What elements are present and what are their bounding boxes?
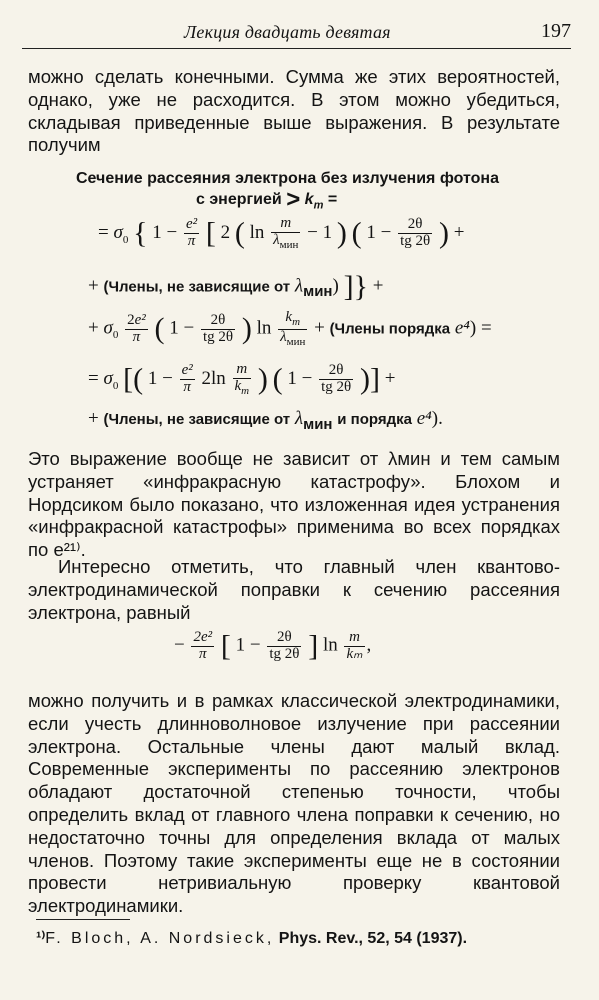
footnote-rule xyxy=(36,919,130,920)
formula-line4: = $\sigma_0$ [( 1 − $\frac{\text{e²}}{\pi}$ 2ln $\frac{m}{k_m}$ ) ( 1 − $\frac{2\theta}{tg 2\theta}$ )] + xyxy=(88,361,396,397)
running-header xyxy=(22,20,571,46)
formula-line1: = $\sigma_0$ { 1 − $\frac{\text{e²}}{\pi}$ [ 2 ( ln $\frac{m}{\lambda_{мин}}$ − 1 ) ( 1 − $\frac{2\theta}{tg 2\theta}$ ) + xyxy=(98,215,465,251)
formula-line3: + $\sigma_0$ $\frac{\text{2e²}}{\pi}$ ( 1 − $\frac{2\theta}{tg 2\theta}$ ) ln $\frac{k_m}{\lambda_{мин}}$ + (Члены порядка e⁴) = xyxy=(88,309,492,348)
formula-line5: + (Члены, не зависящие от $\lambda_{мин}$ и порядка e⁴). xyxy=(88,408,443,433)
formula-line2: + (Члены, не зависящие от $\lambda_{мин}$) ]} + xyxy=(88,270,384,303)
running-title: Лекция двадцать девятая xyxy=(184,22,391,42)
formula-caption-line2: с энергией > $k_m$ = xyxy=(196,186,338,213)
header-rule xyxy=(22,48,571,49)
paragraph-3: Интересно отметить, что главный член квантово-электродинамической поправки к сечению рассеяния электрона, равный xyxy=(28,556,560,623)
formula-caption-line1: Сечение рассеяния электрона без излучения фотона xyxy=(76,170,499,187)
formula-2: − $\frac{\text{2e²}}{\pi}$ [ 1 − $\frac{2\theta}{tg 2\theta}$ ] ln $\frac{m}{\text{kₘ}}$ , xyxy=(174,629,372,663)
paragraph-2: Это выражение вообще не зависит от λмин и тем самым устраняет «инфракрасную катастрофу». Блохом и Нордсиком было показано, что изложенная идея устранения «инфракрасной катастрофы» применима во всех порядках по e²¹⁾. xyxy=(28,448,560,561)
page-number: 197 xyxy=(541,20,571,42)
footnote: ¹⁾F. Bloch, A. Nordsieck, Phys. Rev., 52, 54 (1937). xyxy=(36,930,468,947)
intro-paragraph: можно сделать конечными. Сумма же этих вероятностей, однако, уже не расходится. В этом можно убедиться, складывая приведенные выше выражения. В результате получим xyxy=(28,66,560,156)
paragraph-4: можно получить и в рамках классической электродинамики, если учесть длинноволновое излучение при рассеянии электрона. Остальные члены дают малый вклад. Современные эксперименты по рассеянию электронов обладают достаточной степенью точности, чтобы определить вклад от главного члена поправки к сечению, но недостаточно точны для определения вклада от малых членов. Поэтому такие эксперименты еще не в состоянии провести нетривиальную проверку квантовой электродинамики. xyxy=(28,690,560,917)
